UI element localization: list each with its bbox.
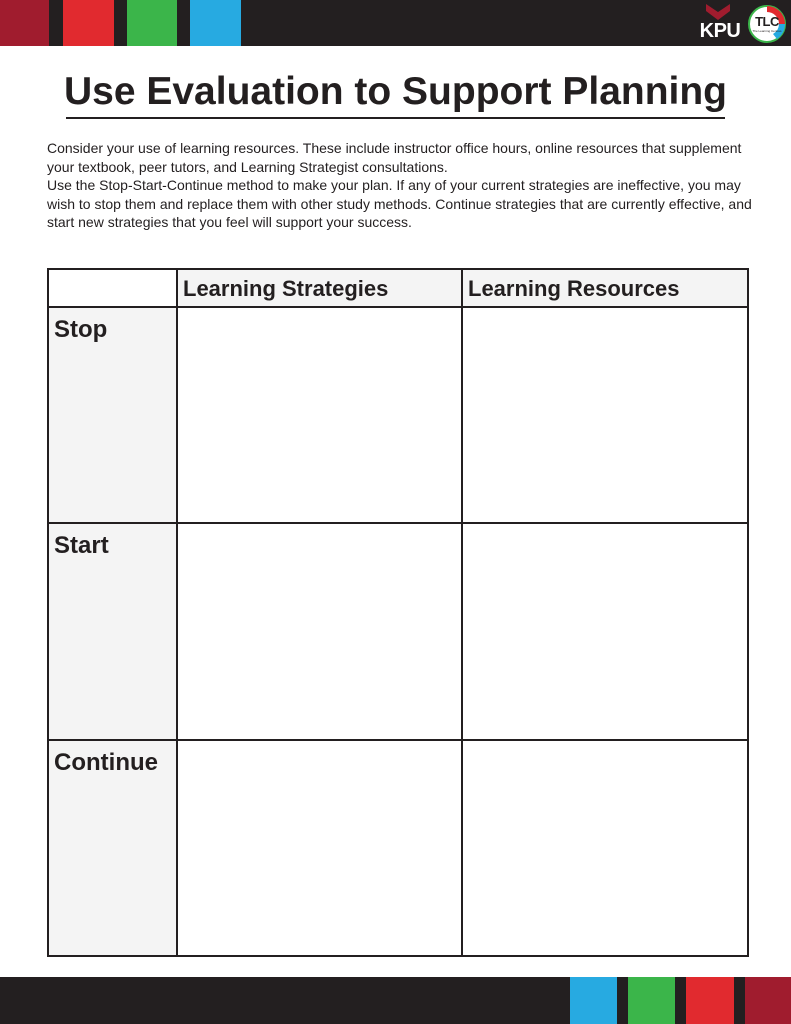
continue-strategies-cell[interactable] xyxy=(177,740,462,956)
tlc-logo-text: TLC xyxy=(755,14,779,29)
page-title: Use Evaluation to Support Planning xyxy=(63,70,728,113)
tlc-logo-subtext: The Learning Centres xyxy=(752,29,782,33)
row-label-stop: Stop xyxy=(48,307,177,523)
table-row-continue xyxy=(48,740,748,956)
table-row-start xyxy=(48,523,748,739)
intro-text xyxy=(47,139,752,232)
footer-bar xyxy=(0,977,791,1024)
header-stripe-4 xyxy=(190,0,241,46)
stop-strategies-cell[interactable] xyxy=(177,307,462,523)
footer-stripe-4 xyxy=(745,977,791,1024)
start-resources-cell[interactable] xyxy=(462,523,748,739)
kpu-mark-icon xyxy=(705,3,731,21)
footer-stripe-1 xyxy=(570,977,617,1024)
row-label-start: Start xyxy=(48,523,177,739)
planning-table xyxy=(47,268,749,957)
column-header-learning-strategies: Learning Strategies xyxy=(177,269,462,307)
title-underline xyxy=(66,117,725,119)
table-header-row xyxy=(48,269,748,307)
table-corner-cell xyxy=(48,269,177,307)
header-stripe-1 xyxy=(0,0,49,46)
header-bar xyxy=(0,0,791,46)
header-stripe-2 xyxy=(63,0,114,46)
footer-stripe-2 xyxy=(628,977,675,1024)
continue-resources-cell[interactable] xyxy=(462,740,748,956)
kpu-logo xyxy=(697,3,743,43)
table-row-stop xyxy=(48,307,748,523)
header-stripe-3 xyxy=(127,0,177,46)
tlc-logo xyxy=(747,4,787,44)
footer-stripe-3 xyxy=(686,977,734,1024)
start-strategies-cell[interactable] xyxy=(177,523,462,739)
column-header-learning-resources: Learning Resources xyxy=(462,269,748,307)
intro-paragraph-1: Consider your use of learning resources. These include instructor office hours, online resources that supplement your textbook, peer tutors, and Learning Strategist consultations. xyxy=(47,140,742,175)
kpu-logo-text: KPU xyxy=(699,20,741,42)
row-label-continue: Continue xyxy=(48,740,177,956)
intro-paragraph-2: Use the Stop-Start-Continue method to make your plan. If any of your current strategies are ineffective, you may wish to stop them and replace them with other study methods. Continue strategies that are currently effective, and start new strategies that you feel will support your success. xyxy=(47,177,752,231)
stop-resources-cell[interactable] xyxy=(462,307,748,523)
